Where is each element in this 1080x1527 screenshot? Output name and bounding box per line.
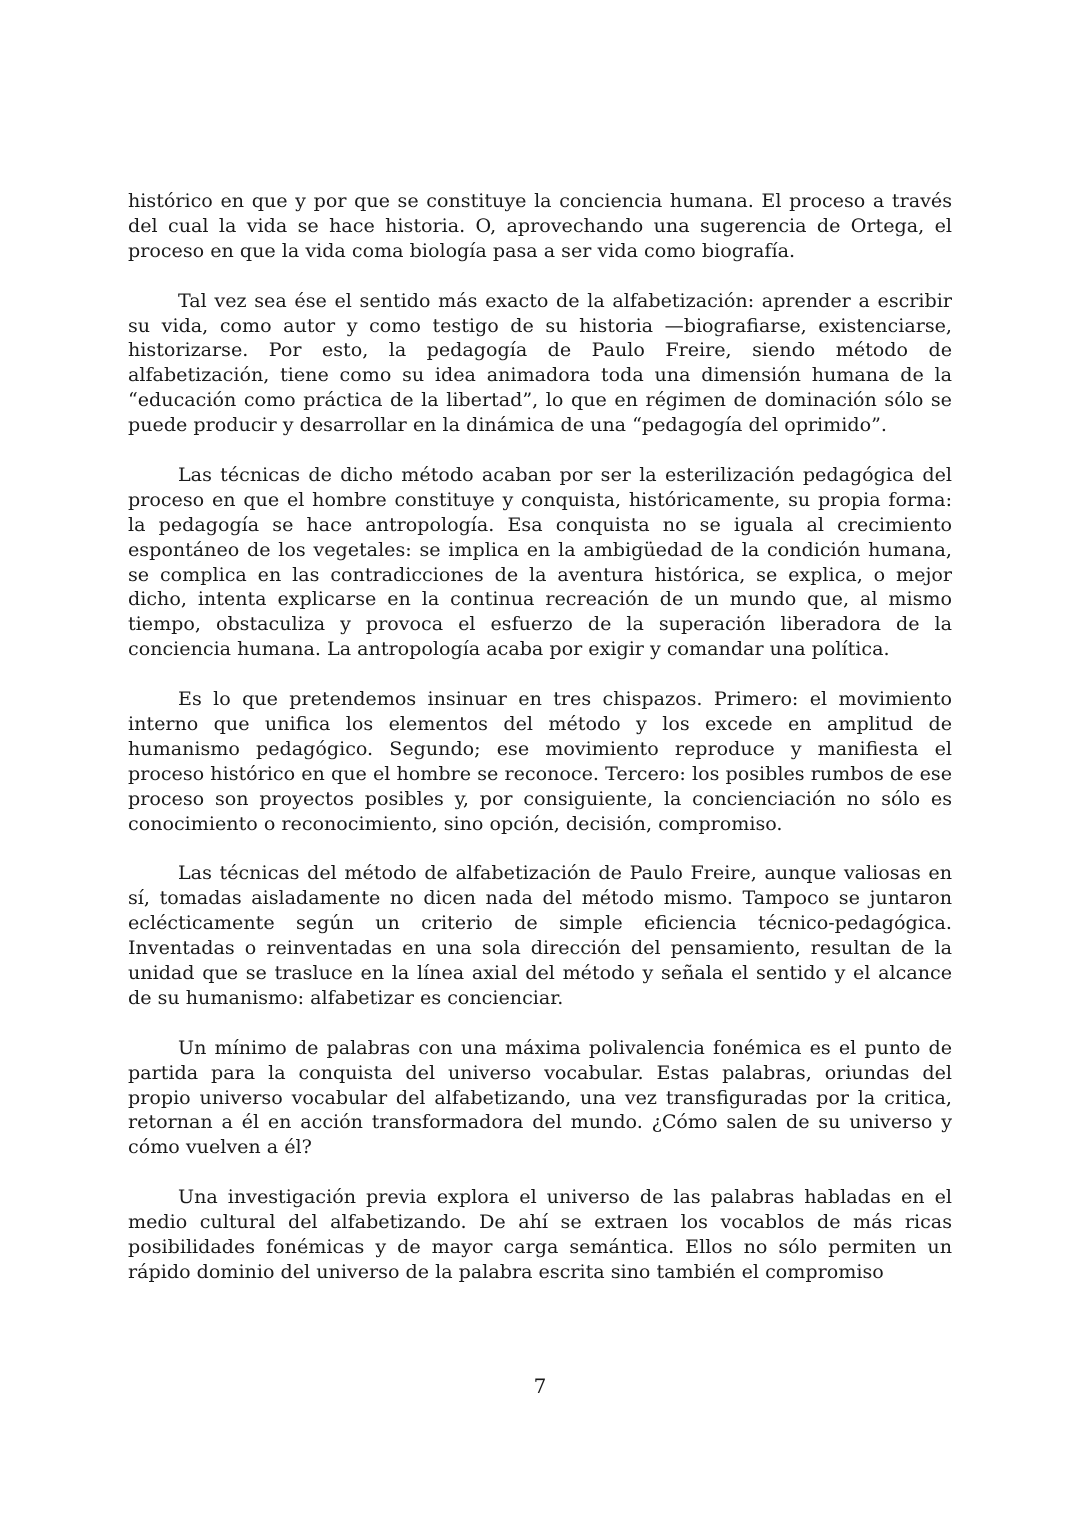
paragraph: Es lo que pretendemos insinuar en tres chispazos. Primero: el movimiento interno que unifica los elementos del método y los excede en amplitud de humanismo pedagógico. Segundo; ese movimiento reproduce y manifiesta el proceso histórico en que el hombre se reconoce. Tercero: los posibles rumbos de ese proceso son proyectos posibles y, por consiguiente, la concienciación no sólo es conocimiento o reconocimiento, sino opción, decisión, compromiso. (128, 687, 952, 835)
paragraph: Las técnicas de dicho método acaban por ser la esterilización pedagógica del proceso en que el hombre constituye y conquista, históricamente, su propia forma: la pedagogía se hace antropología. Esa conquista no se iguala al crecimiento espontáneo de los vegetales: se implica en la ambigüedad de la condición humana, se complica en las contradicciones de la aventura histórica, se explica, o mejor dicho, intenta explicarse en la continua recreación de un mundo que, al mismo tiempo, obstaculiza y provoca el esfuerzo de la superación liberadora de la conciencia humana. La antropología acaba por exigir y comandar una política. (128, 462, 952, 661)
paragraph: Las técnicas del método de alfabetización de Paulo Freire, aunque valiosas en sí, tomadas aisladamente no dicen nada del método mismo. Tampoco se juntaron eclécticamente según un criterio de simple eficiencia técnico-pedagógica. Inventadas o reinventadas en una sola dirección del pensamiento, resultan de la unidad que se trasluce en la línea axial del método y señala el sentido y el alcance de su humanismo: alfabetizar es concienciar. (128, 861, 952, 1009)
page-number: 7 (533, 1374, 547, 1398)
paragraph-continuation: histórico en que y por que se constituye la conciencia humana. El proceso a través del cual la vida se hace historia. O, aprovechando una sugerencia de Ortega, el proceso en que la vida coma biología pasa a ser vida como biografía. (128, 189, 952, 262)
body-text (128, 189, 952, 1310)
paragraph: Tal vez sea ése el sentido más exacto de la alfabetización: aprender a escribir su vida, como autor y como testigo de su historia —biografiarse, existenciarse, historizarse. Por esto, la pedagogía de Paulo Freire, siendo método de alfabetización, tiene como su idea animadora toda una dimensión humana de la “educación como práctica de la libertad”, lo que en régimen de dominación sólo se puede producir y desarrollar en la dinámica de una “pedagogía del oprimido”. (128, 288, 952, 437)
paragraph: Un mínimo de palabras con una máxima polivalencia fonémica es el punto de partida para la conquista del universo vocabular. Estas palabras, oriundas del propio universo vocabular del alfabetizando, una vez transfiguradas por la critica, retornan a él en acción transformadora del mundo. ¿Cómo salen de su universo y cómo vuelven a él? (128, 1035, 952, 1159)
paragraph: Una investigación previa explora el universo de las palabras habladas en el medio cultural del alfabetizando. De ahí se extraen los vocablos de más ricas posibilidades fonémicas y de mayor carga semántica. Ellos no sólo permiten un rápido dominio del universo de la palabra escrita sino también el compromiso (128, 1185, 952, 1283)
